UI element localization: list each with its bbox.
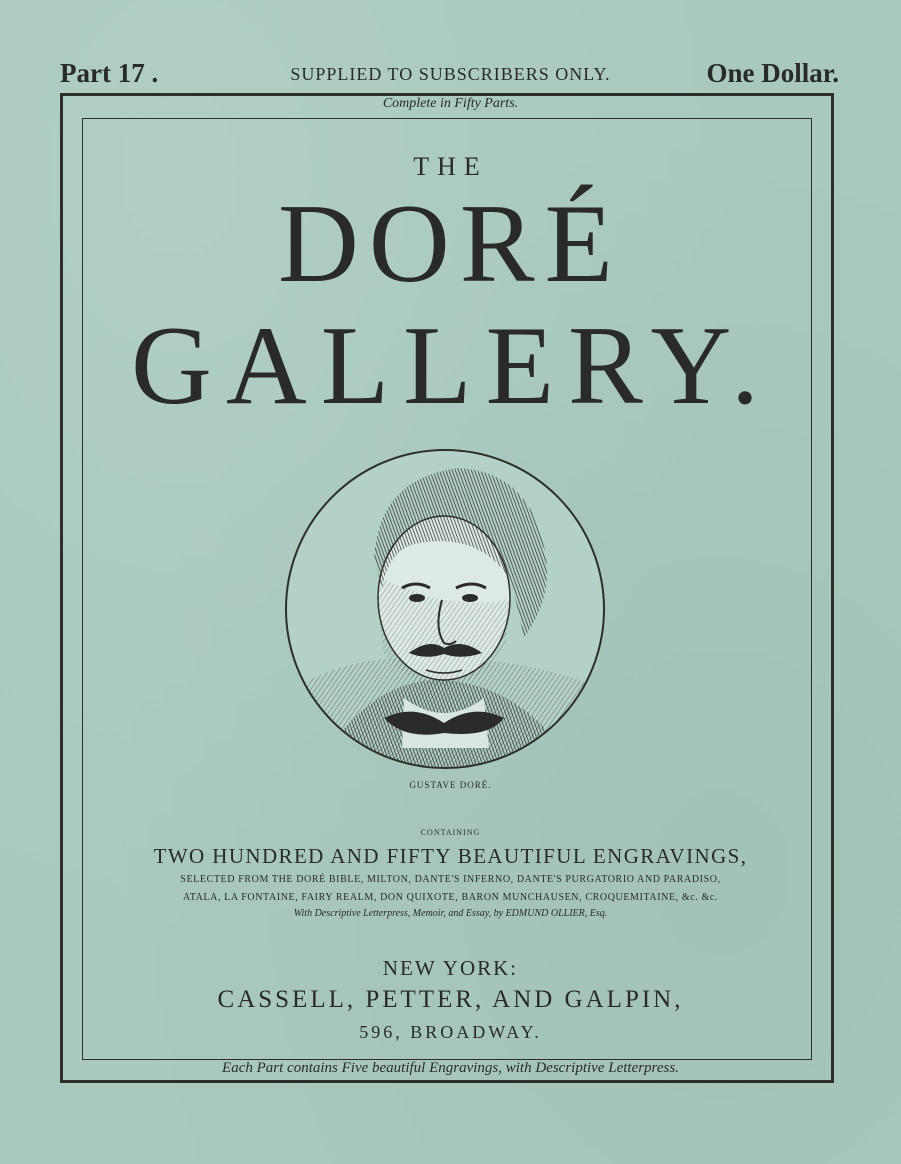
imprint-address: 596, BROADWAY. bbox=[359, 1022, 542, 1042]
imprint-city: NEW YORK: bbox=[382, 956, 519, 980]
imprint-publisher: CASSELL, PETTER, AND GALPIN, bbox=[217, 986, 684, 1013]
contents-headline: TWO HUNDRED AND FIFTY BEAUTIFUL ENGRAVINGS, bbox=[153, 844, 748, 868]
title-line-2: GALLERY. bbox=[131, 304, 773, 428]
part-number: Part 17 . bbox=[60, 58, 159, 88]
footer-note: Each Part contains Five beautiful Engravings, with Descriptive Letterpress. bbox=[222, 1060, 679, 1076]
portrait-caption: GUSTAVE DORÉ. bbox=[409, 780, 492, 790]
title-article: THE bbox=[413, 152, 488, 181]
letterpress-credit: With Descriptive Letterpress, Memoir, and Essay, by EDMUND OLLIER, Esq. bbox=[293, 908, 608, 919]
subscriber-notice: SUPPLIED TO SUBSCRIBERS ONLY. bbox=[290, 64, 611, 84]
completion-note: Complete in Fifty Parts. bbox=[382, 96, 519, 111]
containing-label: CONTAINING bbox=[420, 828, 481, 837]
title-line-1: DORÉ bbox=[278, 182, 623, 306]
sources-line-1: SELECTED FROM THE DORÉ BIBLE, MILTON, DANTE'S INFERNO, DANTE'S PURGATORIO AND PARADISO, bbox=[180, 874, 721, 885]
portrait-engraving bbox=[284, 448, 606, 770]
sources-line-2: ATALA, LA FONTAINE, FAIRY REALM, DON QUIXOTE, BARON MUNCHAUSEN, CROQUEMITAINE, &c. &c. bbox=[182, 892, 718, 903]
price: One Dollar. bbox=[706, 58, 839, 88]
